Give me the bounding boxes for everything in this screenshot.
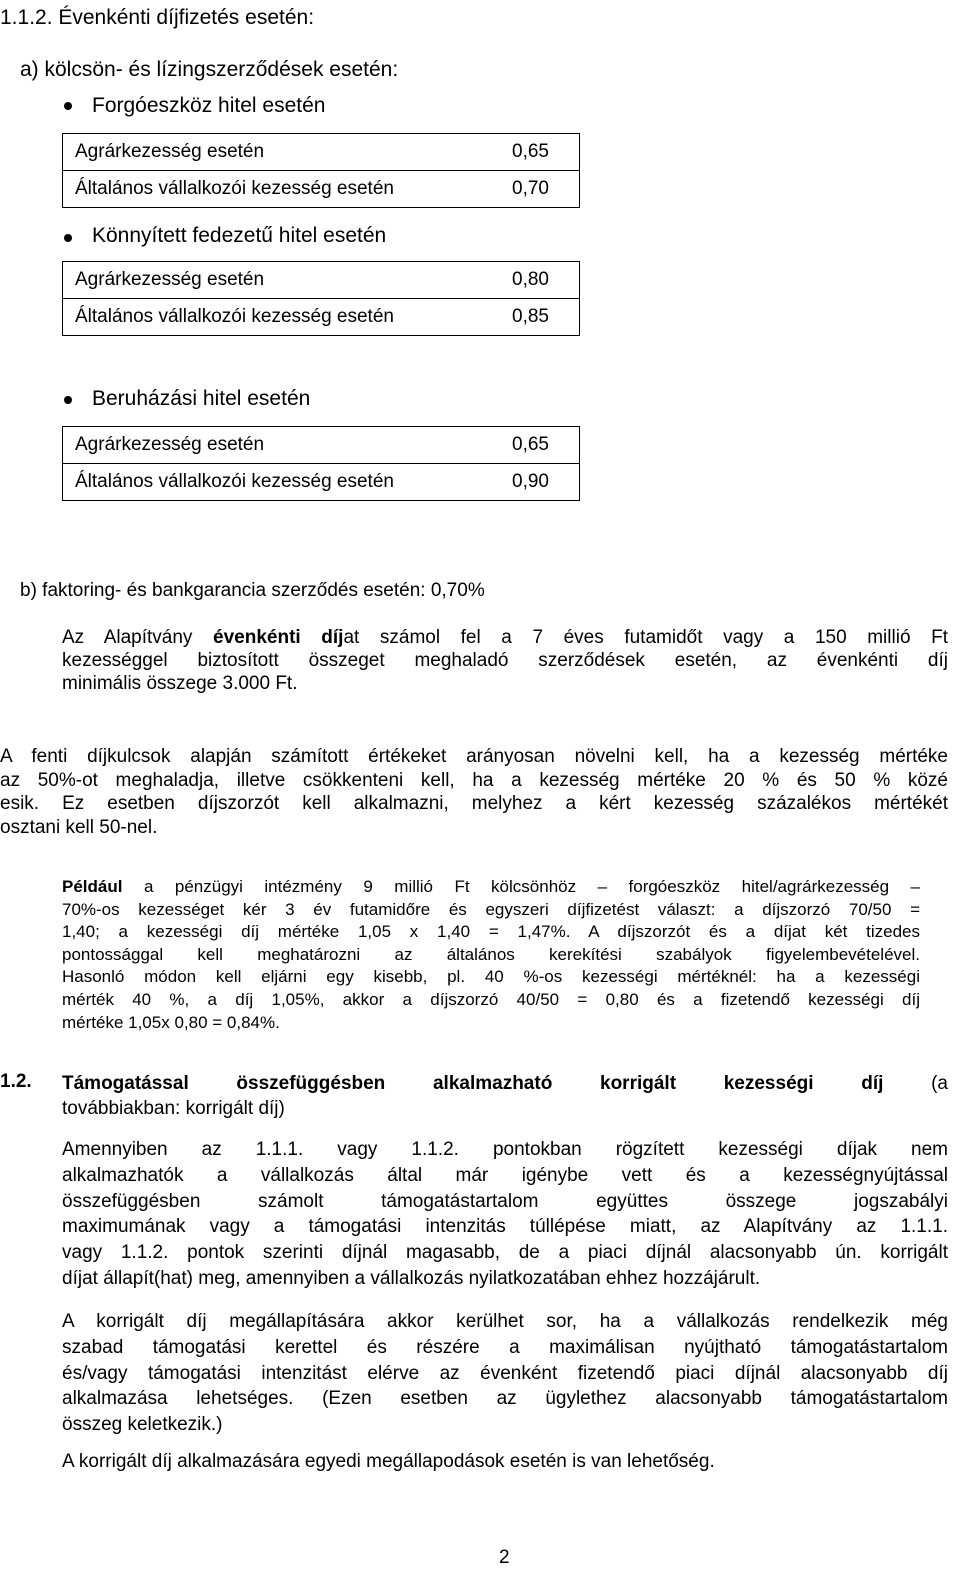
text-line: szabad támogatási kerettel és részére a maximálisan nyújtható támogatástartalom: [62, 1336, 948, 1358]
text: (a: [883, 1073, 948, 1094]
text-line: A korrigált díj megállapítására akkor kerülhet sor, ha a vállalkozás rendelkezik még: [62, 1311, 948, 1332]
example-paragraph: [62, 876, 920, 1034]
section-number-1-2: 1.2.: [0, 1071, 32, 1092]
fee-table-konnyitett: [62, 261, 580, 336]
bold-text: Támogatással összefüggésben alkalmazható korrigált kezességi díj: [62, 1073, 884, 1094]
text-line: Amennyiben az 1.1.1. vagy 1.1.2. pontokban rögzített kezességi díjak nem: [62, 1139, 948, 1160]
text-line: 70%-os kezességet kér 3 év futamidőre és egyszeri díjfizetést választ: a díjszorzó 70/50 =: [62, 899, 920, 919]
text-line: továbbiakban: korrigált díj): [62, 1098, 285, 1119]
scaling-paragraph: [0, 745, 948, 839]
corrected-fee-paragraph-2: [62, 1309, 948, 1438]
row-label: Agrárkezesség esetén: [63, 262, 428, 299]
text-line: összefüggésben számolt támogatástartalom együttes összege jogszabályi: [62, 1190, 948, 1212]
text-line: Hasonló módon kell eljárni egy kisebb, pl. 40 %-os kezességi mértéknél: ha a kezességi: [62, 967, 920, 987]
bullet-icon: [64, 234, 72, 242]
bullet-icon: [64, 396, 72, 404]
text: a pénzügyi intézmény 9 millió Ft kölcsönhöz – forgóeszköz hitel/agrárkezesség –: [122, 877, 920, 896]
group-title-konnyitett: Könnyített fedezetű hitel esetén: [92, 224, 387, 247]
row-value: 0,85: [427, 299, 580, 336]
row-value: 0,90: [427, 464, 580, 501]
table-row: [63, 262, 580, 299]
row-label: Általános vállalkozói kezesség esetén: [63, 464, 428, 501]
table-row: [63, 427, 580, 464]
table-row: [63, 171, 580, 208]
row-value: 0,80: [427, 262, 580, 299]
text-line: maximumának vagy a támogatási intenzitás túllépése miatt, az Alapítvány az 1.1.1.: [62, 1216, 948, 1238]
row-value: 0,65: [427, 134, 580, 171]
text-line: mértéke 1,05x 0,80 = 0,84%.: [62, 1012, 280, 1032]
row-label: Általános vállalkozói kezesség esetén: [63, 299, 428, 336]
text-line: díjat állapít(hat) meg, amennyiben a vállalkozás nyilatkozatában ehhez hozzájárult.: [62, 1267, 761, 1289]
text-line: az 50%-ot meghaladja, illetve csökkenteni kell, ha a kezesség mértéke 20 % és 50 % közé: [0, 769, 948, 791]
annual-fee-paragraph: [62, 626, 948, 695]
row-value: 0,65: [427, 427, 580, 464]
text-line: alkalmazása lehetséges. (Ezen esetben az ügylethez alacsonyabb támogatástartalom: [62, 1388, 948, 1410]
group-title-forgoeszkoz: Forgóeszköz hitel esetén: [92, 94, 326, 117]
table-row: [63, 134, 580, 171]
group-title-beruhazasi: Beruházási hitel esetén: [92, 387, 311, 410]
corrected-fee-paragraph-1: [62, 1137, 948, 1292]
text-line: vagy 1.1.2. pontok szerinti díjnál magasabb, de a piaci díjnál alacsonyabb ún. korrigált: [62, 1242, 948, 1264]
item-a-label: a) kölcsön- és lízingszerződések esetén:: [20, 58, 399, 81]
table-row: [63, 299, 580, 336]
corrected-fee-paragraph-3: A korrigált díj alkalmazására egyedi megállapodások esetén is van lehetőség.: [62, 1451, 715, 1472]
text: Az Alapítvány: [62, 627, 214, 648]
text-line: 1,40; a kezességi díj mértéke 1,05 x 1,40 = 1,47%. A díjszorzót és a díjat két tizedes: [62, 922, 920, 942]
text-line: és/vagy támogatási intenzitást elérve az évenként fizetendő piaci díjnál alacsonyabb díj: [62, 1362, 948, 1384]
bullet-icon: [64, 102, 72, 110]
text-line: minimális összege 3.000 Ft.: [62, 673, 298, 694]
page-number: 2: [499, 1547, 510, 1568]
text-line: összeg keletkezik.): [62, 1414, 223, 1436]
item-b-label: b) faktoring- és bankgarancia szerződés esetén: 0,70%: [20, 580, 485, 601]
row-label: Agrárkezesség esetén: [63, 134, 428, 171]
table-row: [63, 464, 580, 501]
row-label: Általános vállalkozói kezesség esetén: [63, 171, 428, 208]
section-heading-1-2: [62, 1071, 948, 1121]
text-line: esik. Ez esetben díjszorzót kell alkalmazni, melyhez a kért kezesség százalékos mértékét: [0, 793, 948, 814]
row-value: 0,70: [427, 171, 580, 208]
text-line: kezességgel biztosított összeget meghaladó szerződések esetén, az évenkénti díj: [62, 650, 948, 671]
fee-table-beruhazasi: [62, 426, 580, 501]
text-line: A fenti díjkulcsok alapján számított értékeket arányosan növelni kell, ha a kezesség mértéke: [0, 746, 948, 767]
section-heading-1-1-2: 1.1.2. Évenkénti díjfizetés esetén:: [0, 6, 315, 29]
fee-table-forgoeszkoz: [62, 133, 580, 208]
text-line: mérték 40 %, a díj 1,05%, akkor a díjszorzó 40/50 = 0,80 és a fizetendő kezességi díj: [62, 989, 920, 1009]
bold-text: évenkénti díj: [213, 627, 344, 648]
text-line: pontossággal kell meghatározni az általános kerekítési szabályok figyelembevételével.: [62, 944, 920, 964]
bold-text: Például: [62, 877, 123, 896]
text-line: osztani kell 50-nel.: [0, 816, 158, 838]
row-label: Agrárkezesség esetén: [63, 427, 428, 464]
text: at számol fel a 7 éves futamidőt vagy a 150 millió Ft: [343, 627, 948, 648]
text-line: alkalmazhatók a vállalkozás által már igénybe vett és a kezességnyújtással: [62, 1164, 948, 1186]
